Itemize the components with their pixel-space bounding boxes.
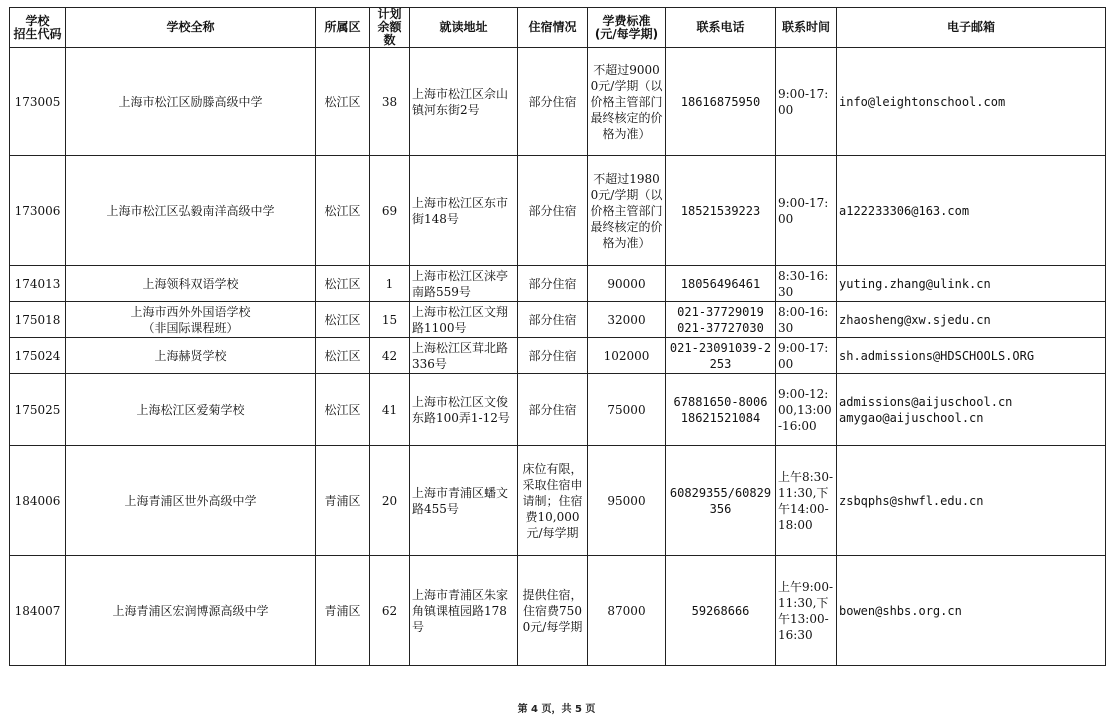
cell-district: 松江区 xyxy=(316,156,370,266)
cell-fee: 90000 xyxy=(588,266,666,302)
cell-fee: 95000 xyxy=(588,446,666,556)
cell-phone: 60829355/60829356 xyxy=(666,446,776,556)
cell-email: info@leightonschool.com xyxy=(837,48,1106,156)
cell-address: 上海市松江区东市街148号 xyxy=(410,156,518,266)
cell-boarding: 部分住宿 xyxy=(518,374,588,446)
table-row xyxy=(10,156,1106,266)
cell-boarding: 床位有限，采取住宿申请制；住宿费10,000元/每学期 xyxy=(518,446,588,556)
cell-email: sh.admissions@HDSCHOOLS.ORG xyxy=(837,338,1106,374)
cell-district: 松江区 xyxy=(316,266,370,302)
cell-phone: 67881650-8006 18621521084 xyxy=(666,374,776,446)
header-fee: 学费标准 (元/每学期) xyxy=(588,8,666,48)
cell-boarding: 部分住宿 xyxy=(518,266,588,302)
cell-name: 上海领科双语学校 xyxy=(66,266,316,302)
cell-name: 上海市松江区弘毅南洋高级中学 xyxy=(66,156,316,266)
cell-code: 173005 xyxy=(10,48,66,156)
cell-address: 上海市松江区文俊东路100弄1-12号 xyxy=(410,374,518,446)
cell-time: 9:00-12:00,13:00-16:00 xyxy=(776,374,837,446)
cell-name: 上海青浦区宏润博源高级中学 xyxy=(66,556,316,666)
cell-boarding: 部分住宿 xyxy=(518,302,588,338)
cell-time: 9:00-17:00 xyxy=(776,48,837,156)
cell-district: 青浦区 xyxy=(316,446,370,556)
cell-address: 上海市松江区涞亭南路559号 xyxy=(410,266,518,302)
cell-district: 松江区 xyxy=(316,302,370,338)
header-boarding: 住宿情况 xyxy=(518,8,588,48)
cell-quota: 69 xyxy=(370,156,410,266)
table-row xyxy=(10,446,1106,556)
cell-code: 184006 xyxy=(10,446,66,556)
cell-time: 8:30-16:30 xyxy=(776,266,837,302)
cell-quota: 62 xyxy=(370,556,410,666)
cell-district: 松江区 xyxy=(316,374,370,446)
cell-district: 青浦区 xyxy=(316,556,370,666)
table-row xyxy=(10,302,1106,338)
cell-email: admissions@aijuschool.cn amygao@aijuschool.cn xyxy=(837,374,1106,446)
cell-phone: 021-23091039-2253 xyxy=(666,338,776,374)
cell-code: 175025 xyxy=(10,374,66,446)
cell-code: 175018 xyxy=(10,302,66,338)
cell-time: 上午9:00-11:30,下午13:00-16:30 xyxy=(776,556,837,666)
cell-code: 184007 xyxy=(10,556,66,666)
cell-time: 9:00-17:00 xyxy=(776,338,837,374)
cell-quota: 15 xyxy=(370,302,410,338)
cell-fee: 不超过19800元/学期（以价格主管部门最终核定的价格为准） xyxy=(588,156,666,266)
cell-district: 松江区 xyxy=(316,338,370,374)
cell-name: 上海赫贤学校 xyxy=(66,338,316,374)
cell-phone: 021-37729019 021-37727030 xyxy=(666,302,776,338)
cell-email: yuting.zhang@ulink.cn xyxy=(837,266,1106,302)
cell-time: 9:00-17:00 xyxy=(776,156,837,266)
cell-name: 上海松江区爱菊学校 xyxy=(66,374,316,446)
cell-fee: 75000 xyxy=(588,374,666,446)
cell-fee: 不超过90000元/学期（以价格主管部门最终核定的价格为准） xyxy=(588,48,666,156)
cell-fee: 32000 xyxy=(588,302,666,338)
cell-email: zsbqphs@shwfl.edu.cn xyxy=(837,446,1106,556)
cell-boarding: 提供住宿，住宿费7500元/每学期 xyxy=(518,556,588,666)
cell-code: 174013 xyxy=(10,266,66,302)
header-quota: 计划 余额数 xyxy=(370,8,410,48)
table-row xyxy=(10,556,1106,666)
cell-boarding: 部分住宿 xyxy=(518,48,588,156)
cell-phone: 18521539223 xyxy=(666,156,776,266)
cell-time: 8:00-16:30 xyxy=(776,302,837,338)
cell-fee: 102000 xyxy=(588,338,666,374)
cell-name: 上海青浦区世外高级中学 xyxy=(66,446,316,556)
cell-quota: 41 xyxy=(370,374,410,446)
cell-email: a122233306@163.com xyxy=(837,156,1106,266)
cell-quota: 42 xyxy=(370,338,410,374)
cell-email: bowen@shbs.org.cn xyxy=(837,556,1106,666)
cell-quota: 38 xyxy=(370,48,410,156)
header-code: 学校 招生代码 xyxy=(10,8,66,48)
cell-phone: 59268666 xyxy=(666,556,776,666)
cell-phone: 18056496461 xyxy=(666,266,776,302)
table-row xyxy=(10,374,1106,446)
header-address: 就读地址 xyxy=(410,8,518,48)
cell-phone: 18616875950 xyxy=(666,48,776,156)
school-table xyxy=(9,7,1106,666)
cell-boarding: 部分住宿 xyxy=(518,156,588,266)
cell-email: zhaosheng@xw.sjedu.cn xyxy=(837,302,1106,338)
header-phone: 联系电话 xyxy=(666,8,776,48)
table-row xyxy=(10,48,1106,156)
cell-district: 松江区 xyxy=(316,48,370,156)
cell-address: 上海市松江区佘山镇河东街2号 xyxy=(410,48,518,156)
header-district: 所属区 xyxy=(316,8,370,48)
cell-time: 上午8:30-11:30,下午14:00-18:00 xyxy=(776,446,837,556)
cell-fee: 87000 xyxy=(588,556,666,666)
cell-quota: 1 xyxy=(370,266,410,302)
cell-quota: 20 xyxy=(370,446,410,556)
page-footer: 第 4 页，共 5 页 xyxy=(517,704,596,715)
cell-name: 上海市松江区励滕高级中学 xyxy=(66,48,316,156)
header-row xyxy=(10,8,1106,48)
cell-address: 上海市青浦区朱家角镇课植园路178号 xyxy=(410,556,518,666)
table-row xyxy=(10,338,1106,374)
cell-address: 上海松江区茸北路336号 xyxy=(410,338,518,374)
table-row xyxy=(10,266,1106,302)
header-email: 电子邮箱 xyxy=(837,8,1106,48)
cell-boarding: 部分住宿 xyxy=(518,338,588,374)
cell-address: 上海市青浦区蟠文路455号 xyxy=(410,446,518,556)
header-name: 学校全称 xyxy=(66,8,316,48)
header-time: 联系时间 xyxy=(776,8,837,48)
cell-name: 上海市西外外国语学校 （非国际课程班） xyxy=(66,302,316,338)
cell-address: 上海市松江区文翔路1100号 xyxy=(410,302,518,338)
cell-code: 173006 xyxy=(10,156,66,266)
cell-code: 175024 xyxy=(10,338,66,374)
